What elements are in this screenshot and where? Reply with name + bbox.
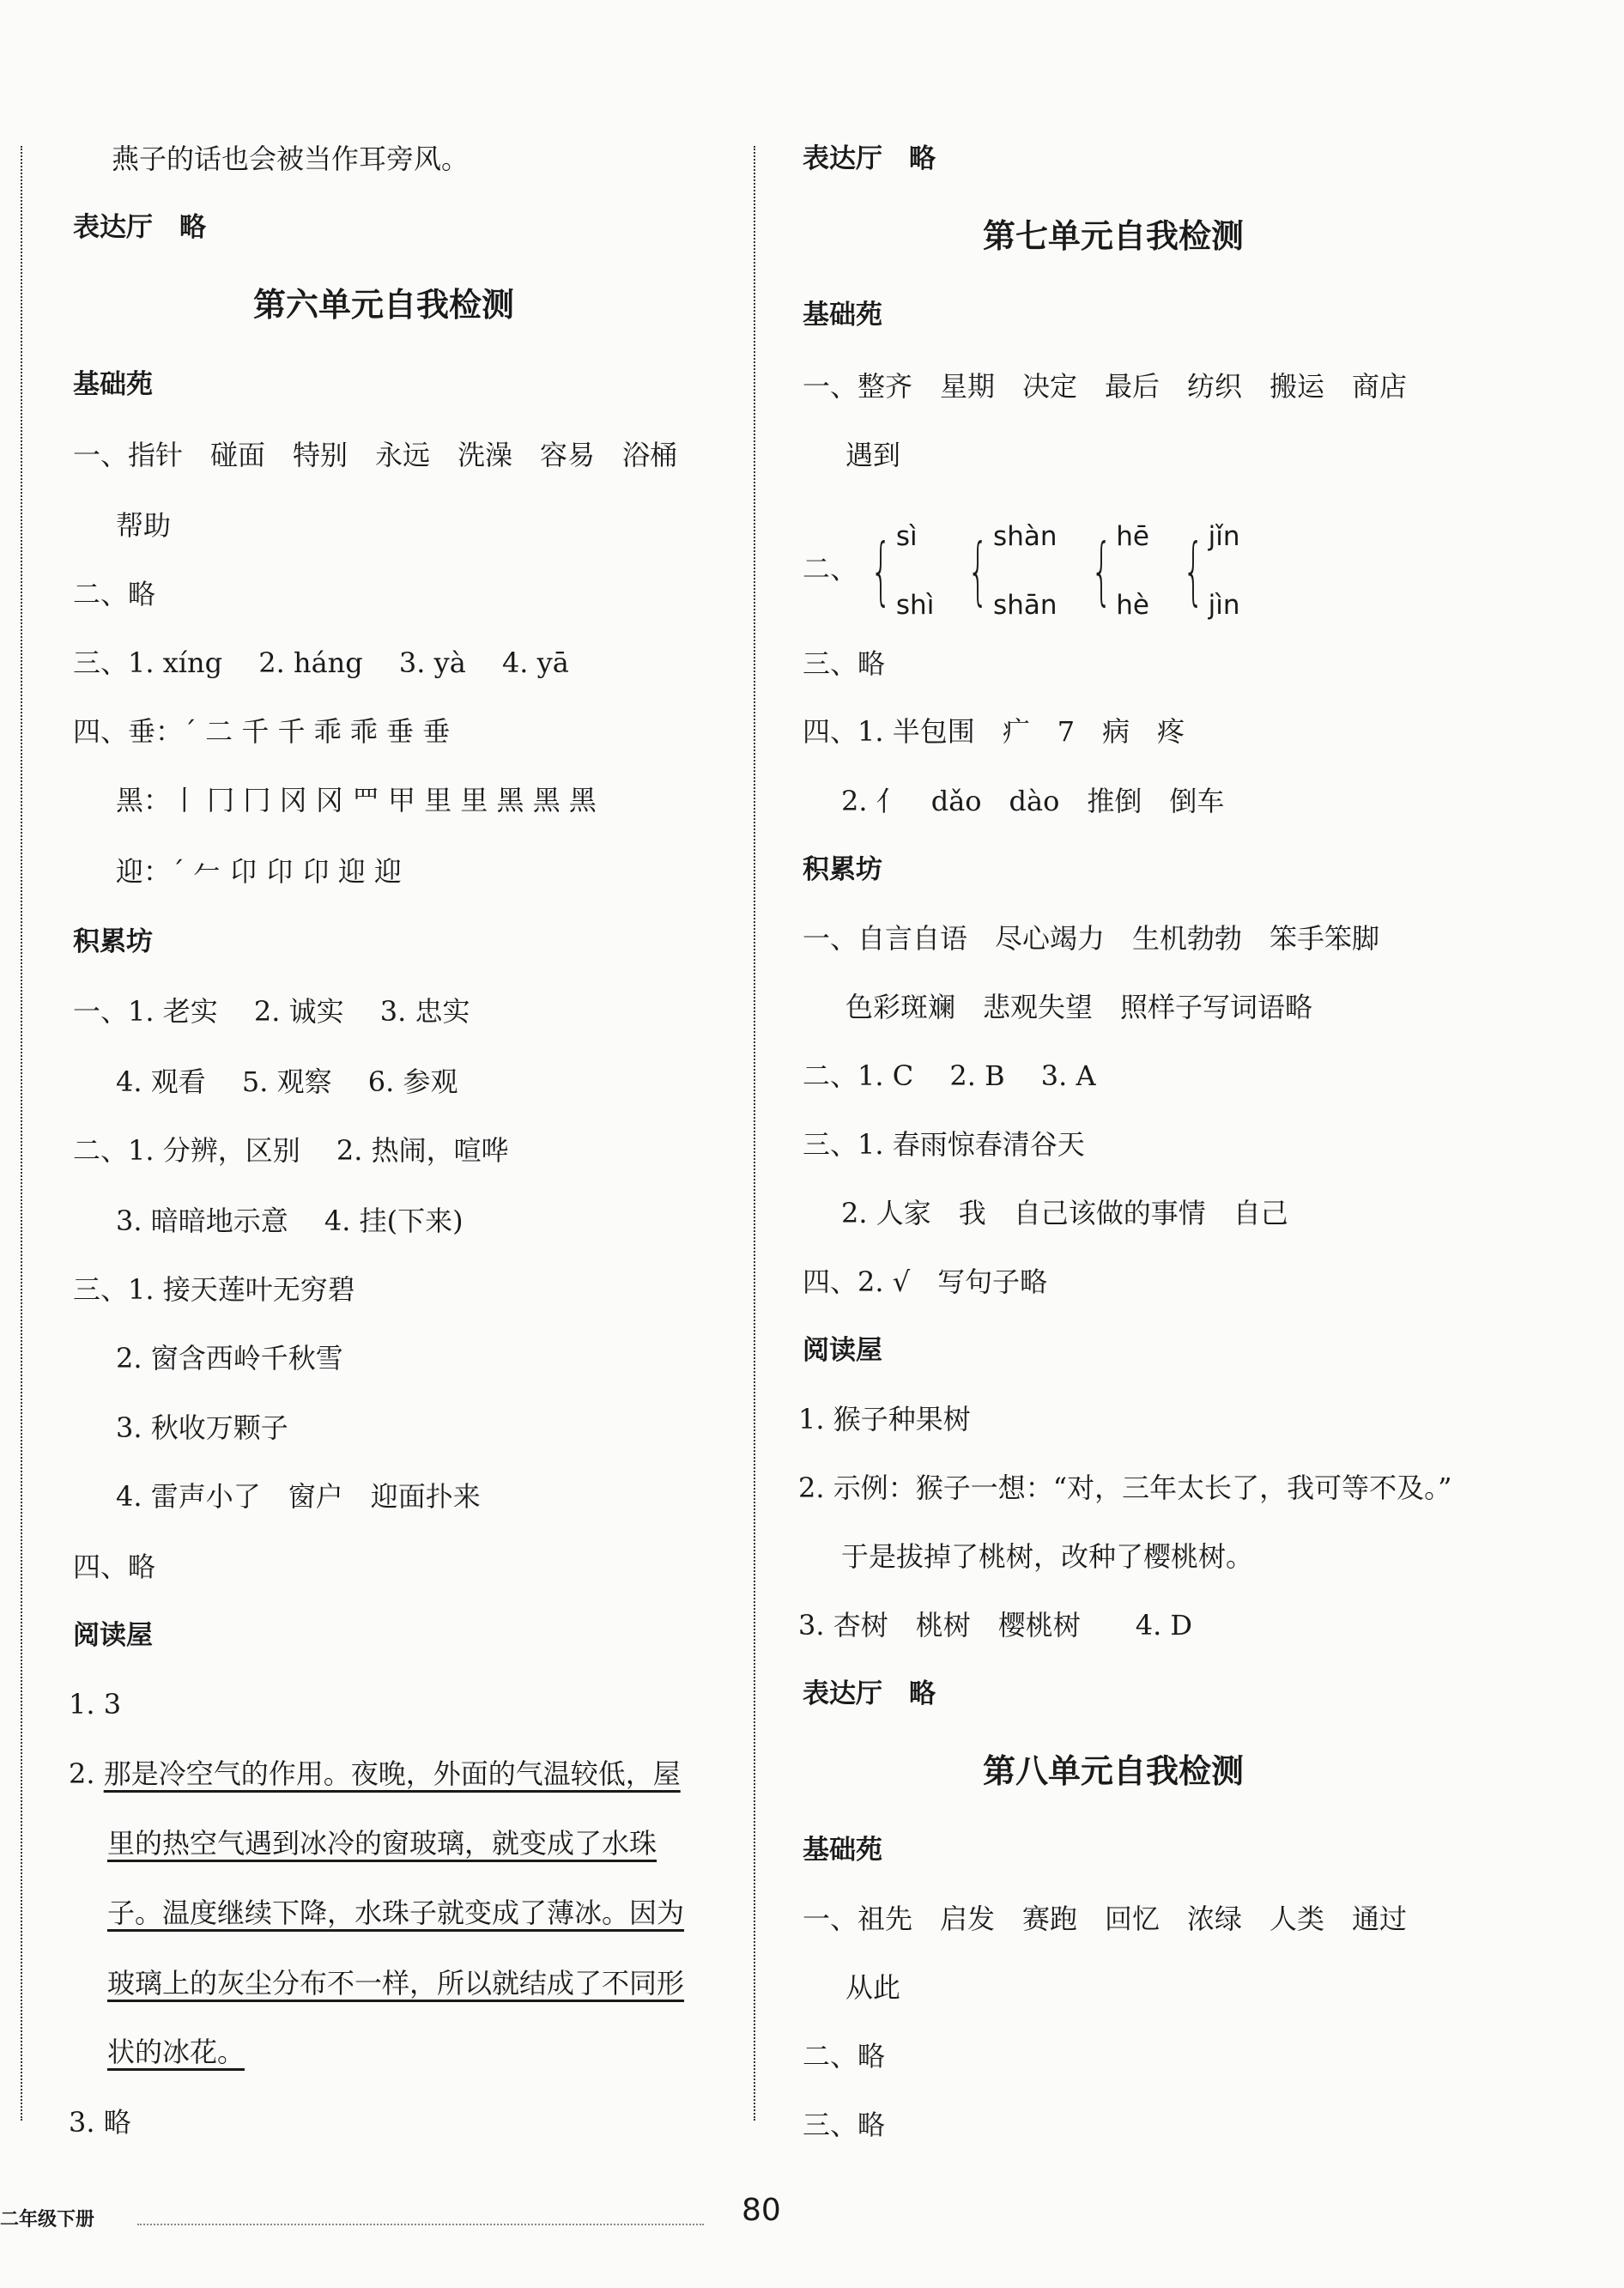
text-line: 从此	[845, 1971, 901, 2004]
text-line: 一、整齐 星期 决定 最后 纺织 搬运 商店	[803, 370, 1408, 403]
text-line: 2. 亻 dǎo dào 推倒 倒车	[841, 785, 1225, 817]
pinyin-bottom: shì	[895, 590, 935, 621]
text-line: 遇到	[845, 439, 901, 471]
text-line: 3. 秋收万颗子	[116, 1411, 288, 1444]
section-heading: 阅读屋	[73, 1620, 153, 1651]
text-line: 一、1. 老实 2. 诚实 3. 忠实	[73, 995, 470, 1028]
text-line: 1. 猴子种果树	[798, 1403, 971, 1435]
text-line: 一、祖先 启发 赛跑 回忆 浓绿 人类 通过	[803, 1903, 1408, 1935]
brace-icon: {	[1183, 528, 1204, 614]
text-line: 二、略	[73, 578, 156, 610]
text-line: 二、1. C 2. B 3. A	[803, 1059, 1096, 1092]
text-line: 里的热空气遇到冰冷的窗玻璃，就变成了水珠	[107, 1827, 657, 1860]
brace-icon: {	[1090, 528, 1112, 614]
text-line: 2. 窗含西岭千秋雪	[116, 1342, 343, 1375]
text-line: 三、1. 春雨惊春清谷天	[803, 1128, 1085, 1161]
pinyin-pair	[896, 502, 934, 640]
pinyin-top: hē	[1116, 521, 1149, 552]
text-line: 2. 示例：猴子一想：“对，三年太长了，我可等不及。”	[798, 1472, 1452, 1504]
text-line: 三、略	[803, 2109, 886, 2141]
text-line: 一、自言自语 尽心竭力 生机勃勃 笨手笨脚	[803, 922, 1380, 955]
text-line: 三、1. xíng 2. háng 3. yà 4. yā	[73, 646, 569, 679]
page-number: 80	[742, 2193, 781, 2228]
text-line: 4. 观看 5. 观察 6. 参观	[116, 1065, 458, 1098]
text-line: 于是拔掉了桃树，改种了樱桃树。	[841, 1540, 1254, 1573]
text-line: 四、2. √ 写句子略	[803, 1265, 1048, 1298]
pinyin-pair	[1116, 502, 1149, 640]
text-line	[69, 1757, 681, 1791]
text-line: 3. 略	[69, 2106, 131, 2139]
text-line: 一、指针 碰面 特别 永远 洗澡 容易 浴桶	[73, 439, 678, 471]
pinyin-bottom: hè	[1116, 590, 1149, 621]
text-line: 4. 雷声小了 窗户 迎面扑来	[116, 1480, 481, 1513]
text-line: 黑：丨 冂 冂 冈 冈 罒 甲 里 里 黑 黑 黑	[116, 784, 597, 816]
section-heading: 表达厅 略	[73, 212, 206, 243]
grade-label: 二年级下册	[0, 2209, 95, 2230]
pinyin-top: sì	[895, 521, 918, 552]
text-line: 玻璃上的灰尘分布不一样，所以就结成了不同形	[107, 1967, 685, 2000]
text-line: 3. 杏树 桃树 樱桃树 4. D	[798, 1609, 1193, 1642]
text-line: 四、垂：ˊ 二 千 千 乖 乖 垂 垂	[73, 715, 451, 748]
text-line: 三、1. 接天莲叶无穷碧	[73, 1273, 355, 1306]
text-line: 二、1. 分辨，区别 2. 热闹，喧哗	[73, 1134, 509, 1167]
text-line: 2. 人家 我 自己该做的事情 自己	[841, 1197, 1288, 1229]
unit-title: 第八单元自我检测	[983, 1751, 1245, 1790]
section-heading: 基础苑	[803, 1835, 882, 1866]
pinyin-pair	[1209, 502, 1240, 640]
footer-dotted-rule	[137, 2224, 704, 2225]
text-line: 二、略	[803, 2040, 886, 2073]
text-line: 3. 暗暗地示意 4. 挂(下来)	[116, 1205, 464, 1237]
brace-icon: {	[967, 528, 989, 614]
text-line: 四、1. 半包围 疒 7 病 疼	[803, 715, 1185, 748]
pinyin-pair	[993, 502, 1057, 640]
text-line: 三、略	[803, 647, 886, 680]
left-binding-rule	[21, 146, 22, 2121]
pinyin-top: shàn	[993, 521, 1057, 552]
text-line: 四、略	[73, 1551, 156, 1583]
pinyin-bottom: shān	[993, 590, 1057, 621]
text-line: 帮助	[116, 509, 172, 542]
text-line: 1. 3	[69, 1688, 122, 1721]
pinyin-label: 二、	[803, 552, 858, 586]
section-heading: 阅读屋	[803, 1335, 882, 1366]
column-divider	[754, 146, 755, 2121]
underlined-answer: 那是冷空气的作用。夜晚，外面的气温较低，屋	[103, 1757, 681, 1790]
text-line: 迎：ˊ 𠂉 卬 卬 卬 迎 迎	[116, 855, 403, 888]
text-line: 状的冰花。	[107, 2036, 245, 2068]
section-heading: 表达厅 略	[803, 1678, 936, 1709]
pinyin-bottom: jìn	[1208, 590, 1240, 621]
answer-number: 2.	[69, 1757, 104, 1790]
section-heading: 基础苑	[73, 369, 153, 400]
brace-icon: {	[870, 528, 892, 614]
section-heading: 积累坊	[803, 854, 882, 885]
unit-title: 第七单元自我检测	[983, 216, 1245, 255]
text-line: 燕子的话也会被当作耳旁风。	[112, 143, 470, 175]
section-heading: 积累坊	[73, 926, 153, 957]
text-line: 子。温度继续下降，水珠子就变成了薄冰。因为	[107, 1897, 685, 1929]
unit-title: 第六单元自我检测	[253, 285, 515, 324]
pinyin-top: jǐn	[1208, 521, 1240, 552]
section-heading: 基础苑	[803, 300, 882, 331]
pinyin-choices	[803, 502, 1270, 640]
section-heading: 表达厅 略	[803, 143, 936, 174]
text-line: 色彩斑斓 悲观失望 照样子写词语略	[845, 991, 1313, 1023]
